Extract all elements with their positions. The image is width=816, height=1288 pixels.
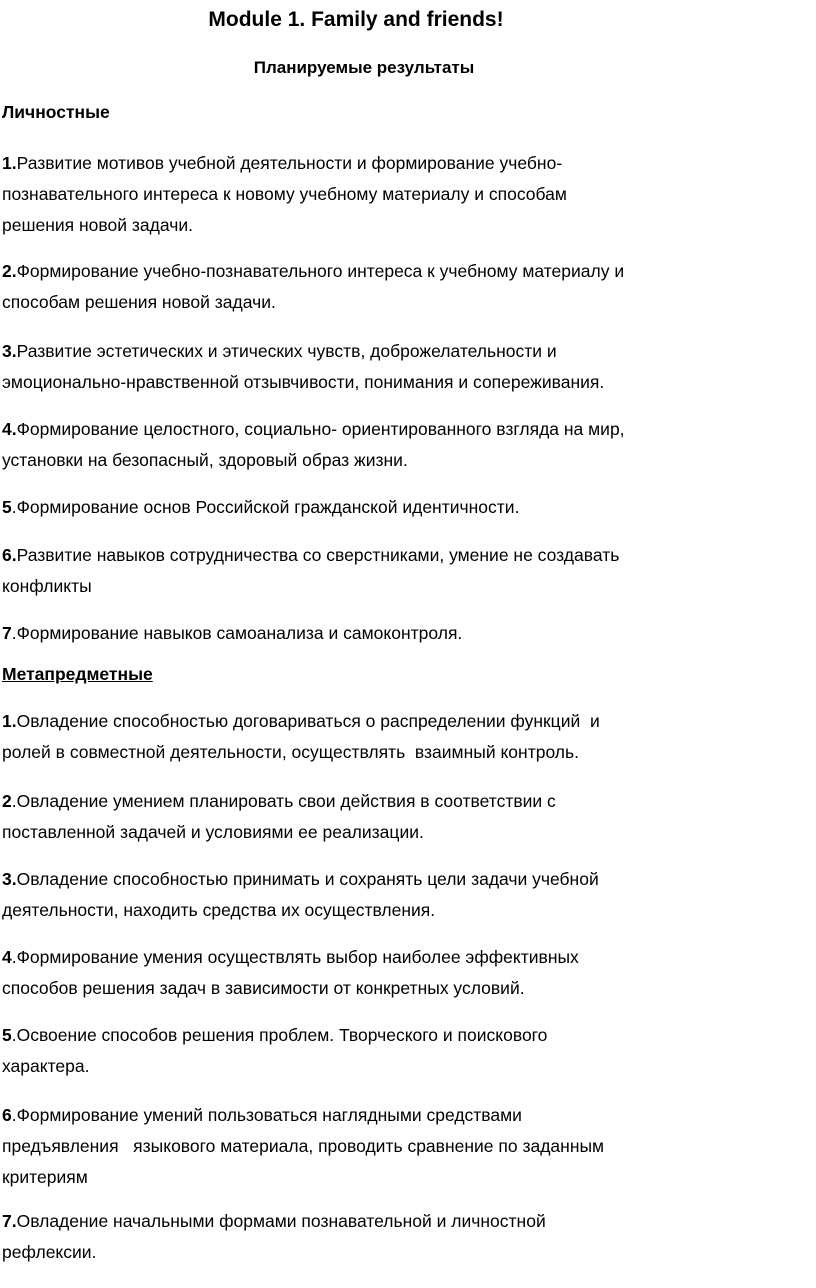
list-item-text: характера. [2,1056,90,1076]
list-item-text: установки на безопасный, здоровый образ жизни. [2,450,408,470]
list-item-text: предъявления языкового материала, проводить сравнение по заданным [2,1136,605,1156]
list-item-number: 5 [2,497,12,517]
list-item-text: Овладение начальными формами познавательной и личностной [16,1211,546,1231]
list-item-line [2,737,808,768]
list-item-text: поставленной задачей и условиями ее реализации. [2,822,424,842]
list-item-line [2,706,808,737]
list-item-text: решения новой задачи. [2,215,193,235]
list-item-line [2,367,808,398]
list-item-line [2,1131,808,1162]
list-item-number: 2 [2,791,12,811]
list-item-line [2,1051,808,1082]
list-item-line [2,942,808,973]
list-item-text: .Формирование умений пользоваться наглядными средствами [11,1105,522,1125]
list-item-number: 4. [2,419,17,439]
list-item-line [2,1237,808,1268]
list-item-text: .Формирование навыков самоанализа и самоконтроля. [11,623,463,643]
list-item [2,414,808,476]
list-item-line [2,1162,808,1193]
list-item-text: познавательного интереса к новому учебному материалу и способам [2,184,567,204]
list-item [2,1020,808,1082]
list-item-text: .Формирование умения осуществлять выбор наиболее эффективных [11,947,579,967]
list-item-text: Формирование целостного, социально- ориентированного взгляда на мир, [16,419,625,439]
list-item [2,942,808,1004]
list-item-line [2,1100,808,1131]
list-item-text: критериям [2,1167,88,1187]
list-item-number: 4 [2,947,12,967]
section-heading: Метапредметные [2,664,153,684]
list-item-text: конфликты [2,576,92,596]
list-item [2,1206,808,1268]
list-item [2,618,808,649]
list-item-number: 5 [2,1025,12,1045]
list-item-line [2,864,808,895]
list-item-text: Развитие эстетических и этических чувств, доброжелательности и [16,341,557,361]
list-item-text: деятельности, находить средства их осуществления. [2,900,436,920]
list-item-number: 3. [2,341,17,361]
document-subtitle: Планируемые результаты [253,58,475,77]
list-item-text: Овладение способностью договариваться о распределении функций и [16,711,600,731]
list-item-text: способов решения задач в зависимости от конкретных условий. [2,978,525,998]
list-item-line [2,1206,808,1237]
list-item-line [2,414,808,445]
list-item [2,148,808,241]
list-item-text: эмоционально-нравственной отзывчивости, понимания и сопереживания. [2,372,605,392]
list-item-line [2,179,808,210]
list-item [2,540,808,602]
list-item-line [2,618,808,649]
list-item-text: ролей в совместной деятельности, осуществлять взаимный контроль. [2,742,579,762]
list-item [2,256,808,318]
list-item-line [2,895,808,926]
list-item [2,706,808,768]
list-item-text: Формирование учебно-познавательного интереса к учебному материалу и [16,261,625,281]
list-item-line [2,1020,808,1051]
list-item-line [2,571,808,602]
list-item-line [2,287,808,318]
list-item [2,1100,808,1193]
list-item-text: .Освоение способов решения проблем. Творческого и поискового [11,1025,548,1045]
list-item-number: 2. [2,261,17,281]
list-item-line [2,817,808,848]
list-item-number: 6 [2,1105,12,1125]
list-item-number: 1. [2,711,17,731]
list-item-text: Овладение способностью принимать и сохранять цели задачи учебной [16,869,599,889]
list-item-text: Развитие мотивов учебной деятельности и формирование учебно- [16,153,563,173]
section-heading: Личностные [2,102,110,122]
list-item-line [2,210,808,241]
list-item [2,492,808,523]
list-item-number: 6. [2,545,17,565]
list-item-number: 7. [2,1211,17,1231]
list-item-number: 3. [2,869,17,889]
list-item-line [2,445,808,476]
list-item-text: .Овладение умением планировать свои действия в соответствии с [11,791,556,811]
list-item-line [2,256,808,287]
document-title: Module 1. Family and friends! [208,8,504,31]
list-item-text: способам решения новой задачи. [2,292,276,312]
list-item-number: 7 [2,623,12,643]
list-item [2,336,808,398]
list-item-text: .Формирование основ Российской гражданской идентичности. [11,497,520,517]
list-item-line [2,973,808,1004]
list-item [2,864,808,926]
list-item-line [2,540,808,571]
list-item [2,786,808,848]
list-item-line [2,786,808,817]
list-item-line [2,148,808,179]
list-item-line [2,492,808,523]
list-item-text: Развитие навыков сотрудничества со сверстниками, умение не создавать [16,545,620,565]
list-item-text: рефлексии. [2,1242,97,1262]
list-item-line [2,336,808,367]
list-item-number: 1. [2,153,17,173]
